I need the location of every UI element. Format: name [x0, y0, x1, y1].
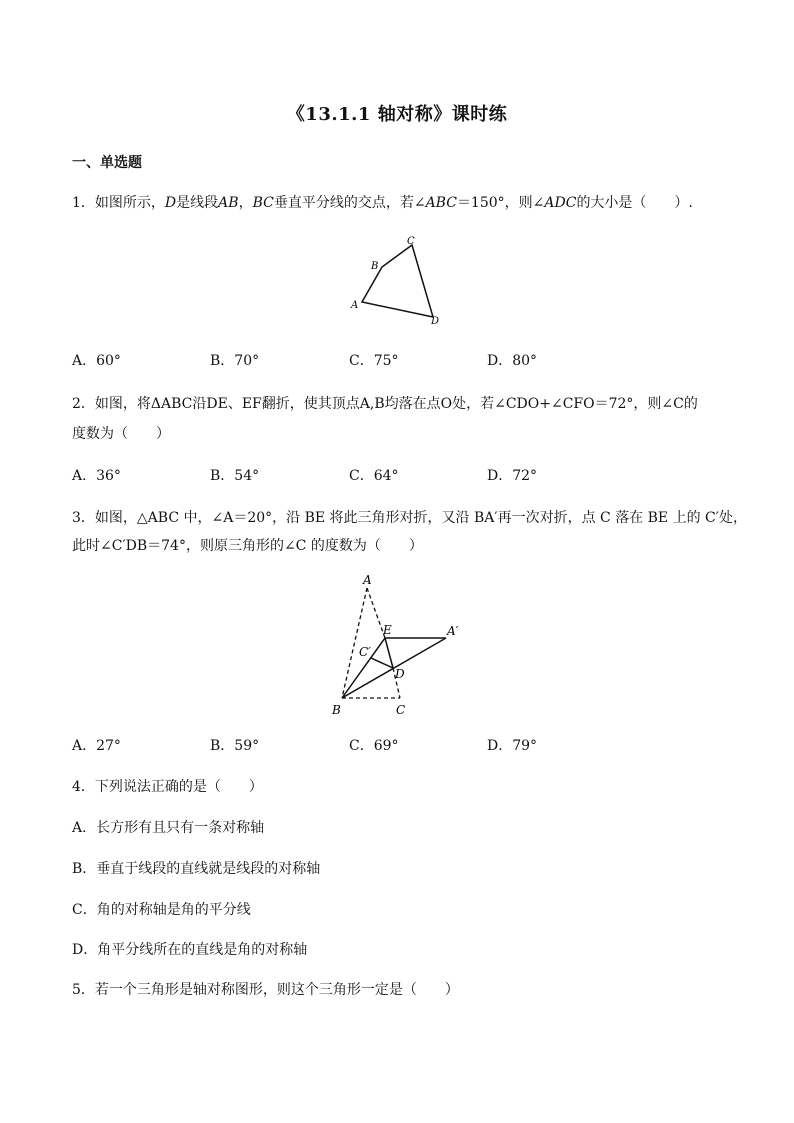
q1-var-adc: ADC — [544, 195, 577, 211]
q1-label-c: C — [407, 236, 415, 247]
q4-option-a[interactable]: A．长方形有且只有一条对称轴 — [72, 820, 265, 836]
quadrilateral-abcd — [362, 245, 433, 317]
q2-option-d[interactable]: D．72° — [487, 468, 538, 484]
question-3-stem-line-1: 3．如图，△ABC 中，∠A＝20°，沿 BE 将此三角形对折，又沿 BA′再一次对折，点 C 落在 BE 上的 C′处， — [72, 510, 747, 526]
q3-option-b[interactable]: B．59° — [210, 738, 260, 754]
section-heading: 一、单选题 — [72, 155, 142, 171]
question-2-stem-line-2: 度数为（ ） — [72, 426, 170, 442]
solid-c-prime-d — [371, 658, 393, 668]
q3-label-a-prime: A′ — [447, 624, 459, 638]
q1-text-c: ， — [238, 195, 253, 211]
question-1-stem — [72, 193, 693, 213]
q3-label-b: B — [332, 703, 341, 717]
q2-option-a[interactable]: A．36° — [72, 468, 121, 484]
q3-label-d: D — [395, 667, 405, 681]
q3-label-c: C — [396, 703, 406, 717]
q1-text-b: 是线段 — [176, 195, 219, 211]
q1-var-bc: BC — [252, 195, 274, 211]
solid-e-d — [385, 638, 393, 668]
q1-label-d: D — [431, 316, 440, 327]
page-title: 《13.1.1 轴对称》课时练 — [286, 104, 508, 125]
question-4-stem: 4．下列说法正确的是（ ） — [72, 779, 263, 795]
q3-label-a: A — [363, 573, 372, 587]
q1-option-d[interactable]: D．80° — [487, 353, 538, 369]
q2-option-b[interactable]: B．54° — [210, 468, 260, 484]
q1-text-d: 垂直平分线的交点，若∠ — [273, 195, 426, 211]
q3-option-a[interactable]: A．27° — [72, 738, 121, 754]
q4-option-b[interactable]: B．垂直于线段的直线就是线段的对称轴 — [72, 861, 321, 877]
q3-label-c-prime: C′ — [359, 645, 371, 659]
q1-label-b: B — [371, 261, 379, 272]
question-1-figure — [345, 232, 450, 327]
q3-label-e: E — [383, 623, 392, 637]
q1-var-abc: ABC — [425, 195, 457, 211]
q4-option-d[interactable]: D．角平分线所在的直线是角的对称轴 — [72, 942, 308, 958]
question-3-stem-line-2: 此时∠C′DB＝74°，则原三角形的∠C 的度数为（ ） — [72, 538, 423, 554]
q1-text-f: 的大小是（ ）. — [576, 195, 693, 211]
q1-text-a: 1．如图所示， — [72, 195, 165, 211]
question-5-stem: 5．若一个三角形是轴对称图形，则这个三角形一定是（ ） — [72, 982, 459, 998]
solid-ba-prime — [342, 638, 446, 698]
question-2-stem-line-1: 2．如图，将ΔABC沿DE、EF翻折，使其顶点A,B均落在点O处，若∠CDO+∠CFO＝72°，则∠C的 — [72, 396, 698, 412]
q1-var-d: D — [164, 195, 177, 211]
q3-option-c[interactable]: C．69° — [349, 738, 399, 754]
q1-option-a[interactable]: A．60° — [72, 353, 121, 369]
q1-option-b[interactable]: B．70° — [210, 353, 260, 369]
q3-option-d[interactable]: D．79° — [487, 738, 538, 754]
q2-option-c[interactable]: C．64° — [349, 468, 399, 484]
q1-var-ab: AB — [218, 195, 239, 211]
q4-option-c[interactable]: C．角的对称轴是角的平分线 — [72, 902, 251, 918]
q1-label-a: A — [351, 300, 359, 311]
q1-option-c[interactable]: C．75° — [349, 353, 399, 369]
q1-text-e: ＝150°，则∠ — [456, 195, 545, 211]
question-3-figure — [325, 572, 470, 720]
